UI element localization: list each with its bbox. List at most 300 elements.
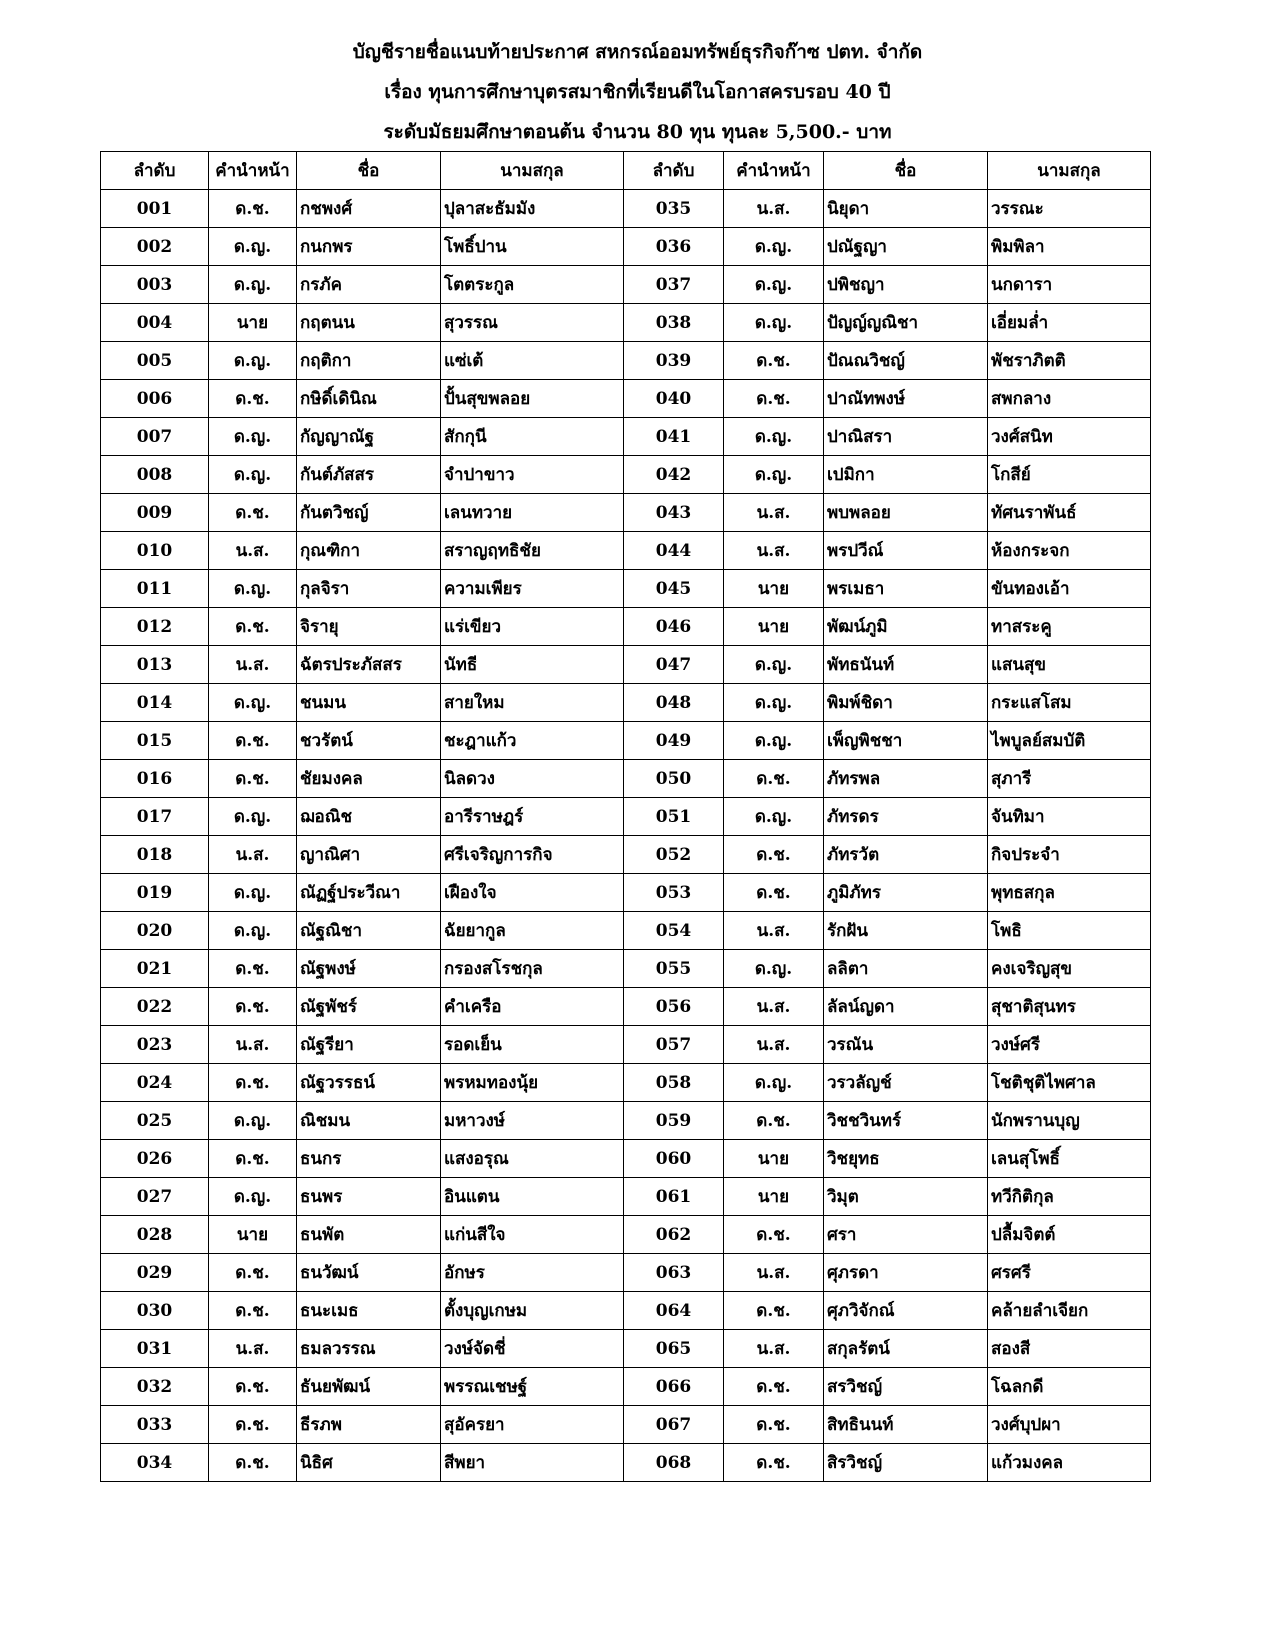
order-number: 015: [101, 722, 209, 760]
last-name: ฉัยยากูล: [441, 912, 624, 950]
first-name: กรภัค: [297, 266, 441, 304]
last-name: ตั้งบุญเกษม: [441, 1292, 624, 1330]
first-name: ธนพัต: [297, 1216, 441, 1254]
first-name: ณัฐพงษ์: [297, 950, 441, 988]
first-name: ธนกร: [297, 1140, 441, 1178]
name-prefix: น.ส.: [724, 1026, 824, 1064]
last-name: ปลื้มจิตต์: [988, 1216, 1151, 1254]
roster-body: [101, 190, 1151, 1482]
order-number: 029: [101, 1254, 209, 1292]
last-name: วงษ์ศรี: [988, 1026, 1151, 1064]
first-name: ปาณัทพงษ์: [824, 380, 988, 418]
last-name: คงเจริญสุข: [988, 950, 1151, 988]
last-name: ปั้นสุขพลอย: [441, 380, 624, 418]
order-number: 043: [624, 494, 724, 532]
order-number: 067: [624, 1406, 724, 1444]
document-title: [0, 32, 1275, 152]
name-prefix: น.ส.: [724, 532, 824, 570]
table-row: [101, 1292, 1151, 1330]
first-name: วิชชวินทร์: [824, 1102, 988, 1140]
order-number: 005: [101, 342, 209, 380]
last-name: นกดารา: [988, 266, 1151, 304]
first-name: นิธิศ: [297, 1444, 441, 1482]
table-row: [101, 722, 1151, 760]
order-number: 028: [101, 1216, 209, 1254]
last-name: สุชาติสุนทร: [988, 988, 1151, 1026]
header-last-name-left: นามสกุล: [441, 152, 624, 190]
name-prefix: ด.ช.: [209, 1292, 297, 1330]
first-name: ชวรัตน์: [297, 722, 441, 760]
order-number: 050: [624, 760, 724, 798]
first-name: กุลจิรา: [297, 570, 441, 608]
last-name: สองสี: [988, 1330, 1151, 1368]
name-prefix: ด.ช.: [209, 760, 297, 798]
first-name: ณัฐพัชร์: [297, 988, 441, 1026]
last-name: จันทิมา: [988, 798, 1151, 836]
last-name: สุอัครยา: [441, 1406, 624, 1444]
name-prefix: ด.ญ.: [724, 266, 824, 304]
order-number: 002: [101, 228, 209, 266]
title-line-2: เรื่อง ทุนการศึกษาบุตรสมาชิกที่เรียนดีในโอกาสครบรอบ 40 ปี: [384, 81, 891, 103]
name-prefix: ด.ช.: [724, 1444, 824, 1482]
last-name: สายใหม: [441, 684, 624, 722]
header-order-left: ลำดับ: [101, 152, 209, 190]
first-name: ฉัตรประภัสสร: [297, 646, 441, 684]
first-name: ชนมน: [297, 684, 441, 722]
order-number: 061: [624, 1178, 724, 1216]
name-prefix: ด.ญ.: [209, 456, 297, 494]
last-name: วงศ์สนิท: [988, 418, 1151, 456]
header-first-name-right: ชื่อ: [824, 152, 988, 190]
first-name: เพ็ญพิชชา: [824, 722, 988, 760]
order-number: 049: [624, 722, 724, 760]
last-name: จำปาขาว: [441, 456, 624, 494]
order-number: 057: [624, 1026, 724, 1064]
order-number: 022: [101, 988, 209, 1026]
order-number: 042: [624, 456, 724, 494]
name-prefix: น.ส.: [724, 1254, 824, 1292]
last-name: มหาวงษ์: [441, 1102, 624, 1140]
order-number: 036: [624, 228, 724, 266]
order-number: 034: [101, 1444, 209, 1482]
last-name: โพธิ์ปาน: [441, 228, 624, 266]
last-name: นัทธี: [441, 646, 624, 684]
order-number: 025: [101, 1102, 209, 1140]
table-row: [101, 1102, 1151, 1140]
header-prefix-right: คำนำหน้า: [724, 152, 824, 190]
first-name: ปาณิสรา: [824, 418, 988, 456]
name-prefix: น.ส.: [724, 190, 824, 228]
table-row: [101, 1444, 1151, 1482]
first-name: ธมลวรรณ: [297, 1330, 441, 1368]
order-number: 008: [101, 456, 209, 494]
order-number: 009: [101, 494, 209, 532]
first-name: สกุลรัตน์: [824, 1330, 988, 1368]
last-name: ชะฎาแก้ว: [441, 722, 624, 760]
order-number: 045: [624, 570, 724, 608]
title-line-1: บัญชีรายชื่อแนบท้ายประกาศ สหกรณ์ออมทรัพย์ธุรกิจก๊าซ ปตท. จำกัด: [352, 41, 923, 63]
first-name: ณัฐรียา: [297, 1026, 441, 1064]
name-prefix: น.ส.: [724, 494, 824, 532]
scholarship-roster-table: [100, 151, 1151, 1482]
order-number: 007: [101, 418, 209, 456]
order-number: 052: [624, 836, 724, 874]
name-prefix: ด.ช.: [724, 836, 824, 874]
first-name: กนกพร: [297, 228, 441, 266]
first-name: วรณัน: [824, 1026, 988, 1064]
name-prefix: ด.ญ.: [724, 304, 824, 342]
name-prefix: ด.ญ.: [209, 1102, 297, 1140]
name-prefix: นาย: [209, 304, 297, 342]
table-row: [101, 684, 1151, 722]
table-row: [101, 342, 1151, 380]
first-name: จิรายุ: [297, 608, 441, 646]
last-name: แก่นสีใจ: [441, 1216, 624, 1254]
name-prefix: ด.ญ.: [209, 874, 297, 912]
order-number: 039: [624, 342, 724, 380]
name-prefix: น.ส.: [209, 532, 297, 570]
table-row: [101, 912, 1151, 950]
table-row: [101, 874, 1151, 912]
first-name: วรวลัญช์: [824, 1064, 988, 1102]
name-prefix: ด.ญ.: [724, 950, 824, 988]
order-number: 066: [624, 1368, 724, 1406]
order-number: 032: [101, 1368, 209, 1406]
order-number: 001: [101, 190, 209, 228]
name-prefix: ด.ญ.: [724, 456, 824, 494]
name-prefix: ด.ช.: [724, 1406, 824, 1444]
order-number: 017: [101, 798, 209, 836]
name-prefix: ด.ช.: [724, 380, 824, 418]
name-prefix: น.ส.: [209, 1330, 297, 1368]
table-row: [101, 266, 1151, 304]
first-name: ธันยพัฒน์: [297, 1368, 441, 1406]
title-line-3: ระดับมัธยมศึกษาตอนต้น จำนวน 80 ทุน ทุนละ 5,500.- บาท: [383, 121, 892, 143]
last-name: อักษร: [441, 1254, 624, 1292]
name-prefix: น.ส.: [209, 1026, 297, 1064]
last-name: วงศ์บุปผา: [988, 1406, 1151, 1444]
table-row: [101, 1140, 1151, 1178]
first-name: ณัฐวรรธน์: [297, 1064, 441, 1102]
order-number: 021: [101, 950, 209, 988]
table-row: [101, 836, 1151, 874]
order-number: 038: [624, 304, 724, 342]
last-name: วงษ์จัดชี่: [441, 1330, 624, 1368]
first-name: กษิดิ์เดินิณ: [297, 380, 441, 418]
last-name: อารีราษฎร์: [441, 798, 624, 836]
name-prefix: น.ส.: [209, 646, 297, 684]
last-name: ไพบูลย์สมบัติ: [988, 722, 1151, 760]
order-number: 065: [624, 1330, 724, 1368]
order-number: 046: [624, 608, 724, 646]
name-prefix: ด.ช.: [724, 1368, 824, 1406]
table-row: [101, 950, 1151, 988]
table-row: [101, 494, 1151, 532]
order-number: 013: [101, 646, 209, 684]
name-prefix: ด.ญ.: [209, 798, 297, 836]
order-number: 014: [101, 684, 209, 722]
last-name: เลนสุโพธิ์: [988, 1140, 1151, 1178]
header-row: [101, 152, 1151, 190]
table-row: [101, 798, 1151, 836]
first-name: กฤตนน: [297, 304, 441, 342]
first-name: ญาณิศา: [297, 836, 441, 874]
header-last-name-right: นามสกุล: [988, 152, 1151, 190]
name-prefix: ด.ช.: [209, 494, 297, 532]
name-prefix: ด.ช.: [209, 1368, 297, 1406]
last-name: โฉลกดี: [988, 1368, 1151, 1406]
order-number: 030: [101, 1292, 209, 1330]
first-name: วิมุต: [824, 1178, 988, 1216]
order-number: 012: [101, 608, 209, 646]
first-name: พรเมธา: [824, 570, 988, 608]
name-prefix: ด.ญ.: [209, 266, 297, 304]
name-prefix: ด.ช.: [724, 342, 824, 380]
last-name: โชติชุติไพศาล: [988, 1064, 1151, 1102]
first-name: ภูมิภัทร: [824, 874, 988, 912]
last-name: ห้องกระจก: [988, 532, 1151, 570]
first-name: ฌอณิช: [297, 798, 441, 836]
first-name: พิมพ์ชิดา: [824, 684, 988, 722]
first-name: ธีรภพ: [297, 1406, 441, 1444]
order-number: 011: [101, 570, 209, 608]
last-name: ความเพียร: [441, 570, 624, 608]
first-name: เปมิกา: [824, 456, 988, 494]
order-number: 004: [101, 304, 209, 342]
first-name: ลลิตา: [824, 950, 988, 988]
last-name: คำเครือ: [441, 988, 624, 1026]
last-name: สักกุนี: [441, 418, 624, 456]
order-number: 063: [624, 1254, 724, 1292]
first-name: ณัฏฐ์ประวีณา: [297, 874, 441, 912]
order-number: 023: [101, 1026, 209, 1064]
first-name: สิทธินนท์: [824, 1406, 988, 1444]
last-name: แก้วมงคล: [988, 1444, 1151, 1482]
name-prefix: ด.ญ.: [209, 1178, 297, 1216]
first-name: พรปวีณ์: [824, 532, 988, 570]
header-order-right: ลำดับ: [624, 152, 724, 190]
name-prefix: นาย: [724, 608, 824, 646]
last-name: ทาสระคู: [988, 608, 1151, 646]
first-name: ปัญญ์ญณิชา: [824, 304, 988, 342]
header-first-name-left: ชื่อ: [297, 152, 441, 190]
name-prefix: ด.ญ.: [724, 228, 824, 266]
first-name: ธนวัฒน์: [297, 1254, 441, 1292]
name-prefix: ด.ญ.: [724, 1064, 824, 1102]
table-row: [101, 1216, 1151, 1254]
name-prefix: น.ส.: [724, 912, 824, 950]
order-number: 053: [624, 874, 724, 912]
name-prefix: ด.ช.: [209, 380, 297, 418]
first-name: สรวิชญ์: [824, 1368, 988, 1406]
last-name: ทวีกิติกุล: [988, 1178, 1151, 1216]
order-number: 006: [101, 380, 209, 418]
table-row: [101, 1254, 1151, 1292]
first-name: กัญญาณัฐ: [297, 418, 441, 456]
name-prefix: ด.ญ.: [724, 798, 824, 836]
first-name: กฤติกา: [297, 342, 441, 380]
order-number: 059: [624, 1102, 724, 1140]
table-row: [101, 1406, 1151, 1444]
name-prefix: ด.ญ.: [724, 722, 824, 760]
order-number: 018: [101, 836, 209, 874]
first-name: กันตวิชญ์: [297, 494, 441, 532]
last-name: แสงอรุณ: [441, 1140, 624, 1178]
first-name: รักฝัน: [824, 912, 988, 950]
order-number: 037: [624, 266, 724, 304]
order-number: 051: [624, 798, 724, 836]
last-name: พรรณเชษฐ์: [441, 1368, 624, 1406]
table-row: [101, 988, 1151, 1026]
last-name: เลนทวาย: [441, 494, 624, 532]
name-prefix: ด.ญ.: [209, 570, 297, 608]
order-number: 064: [624, 1292, 724, 1330]
table-row: [101, 228, 1151, 266]
name-prefix: ด.ญ.: [724, 684, 824, 722]
name-prefix: ด.ญ.: [209, 684, 297, 722]
name-prefix: ด.ญ.: [209, 418, 297, 456]
last-name: สราญฤทธิชัย: [441, 532, 624, 570]
first-name: ศรา: [824, 1216, 988, 1254]
name-prefix: ด.ช.: [209, 190, 297, 228]
first-name: ธนะเมธ: [297, 1292, 441, 1330]
last-name: โกสีย์: [988, 456, 1151, 494]
last-name: เฝืองใจ: [441, 874, 624, 912]
table-row: [101, 418, 1151, 456]
name-prefix: นาย: [724, 1178, 824, 1216]
last-name: คล้ายลำเจียก: [988, 1292, 1151, 1330]
table-row: [101, 456, 1151, 494]
name-prefix: ด.ญ.: [724, 646, 824, 684]
first-name: กันต์ภัสสร: [297, 456, 441, 494]
last-name: นักพรานบุญ: [988, 1102, 1151, 1140]
first-name: ศุภรดา: [824, 1254, 988, 1292]
name-prefix: ด.ช.: [724, 1102, 824, 1140]
last-name: ขันทองเอ้า: [988, 570, 1151, 608]
last-name: ทัศนราพันธ์: [988, 494, 1151, 532]
name-prefix: นาย: [209, 1216, 297, 1254]
name-prefix: ด.ญ.: [209, 228, 297, 266]
first-name: ปณัฐญา: [824, 228, 988, 266]
order-number: 047: [624, 646, 724, 684]
order-number: 054: [624, 912, 724, 950]
order-number: 024: [101, 1064, 209, 1102]
first-name: สิรวิชญ์: [824, 1444, 988, 1482]
order-number: 056: [624, 988, 724, 1026]
last-name: สีพยา: [441, 1444, 624, 1482]
order-number: 062: [624, 1216, 724, 1254]
name-prefix: ด.ช.: [209, 950, 297, 988]
first-name: กชพงศ์: [297, 190, 441, 228]
order-number: 044: [624, 532, 724, 570]
order-number: 040: [624, 380, 724, 418]
table-row: [101, 1026, 1151, 1064]
first-name: พัทธนันท์: [824, 646, 988, 684]
last-name: พิมพิลา: [988, 228, 1151, 266]
table-row: [101, 190, 1151, 228]
last-name: ปุลาสะธัมมัง: [441, 190, 624, 228]
name-prefix: ด.ญ.: [209, 342, 297, 380]
first-name: พัฒน์ภูมิ: [824, 608, 988, 646]
table-row: [101, 532, 1151, 570]
last-name: สพกลาง: [988, 380, 1151, 418]
last-name: เอี่ยมล่ำ: [988, 304, 1151, 342]
order-number: 031: [101, 1330, 209, 1368]
first-name: วิชยุทธ: [824, 1140, 988, 1178]
order-number: 055: [624, 950, 724, 988]
first-name: ปพิชญา: [824, 266, 988, 304]
table-row: [101, 608, 1151, 646]
first-name: กุณฑิกา: [297, 532, 441, 570]
order-number: 041: [624, 418, 724, 456]
name-prefix: ด.ช.: [724, 874, 824, 912]
first-name: ศุภวิจักณ์: [824, 1292, 988, 1330]
name-prefix: น.ส.: [724, 988, 824, 1026]
name-prefix: ด.ช.: [209, 988, 297, 1026]
first-name: ณัฐณิชา: [297, 912, 441, 950]
order-number: 033: [101, 1406, 209, 1444]
last-name: พัชราภิตติ: [988, 342, 1151, 380]
last-name: โพธิ: [988, 912, 1151, 950]
order-number: 068: [624, 1444, 724, 1482]
name-prefix: ด.ช.: [209, 1140, 297, 1178]
table-row: [101, 1064, 1151, 1102]
name-prefix: ด.ญ.: [209, 912, 297, 950]
first-name: ภัทรพล: [824, 760, 988, 798]
table-row: [101, 1368, 1151, 1406]
order-number: 058: [624, 1064, 724, 1102]
order-number: 003: [101, 266, 209, 304]
name-prefix: น.ส.: [209, 836, 297, 874]
order-number: 035: [624, 190, 724, 228]
name-prefix: ด.ช.: [209, 1406, 297, 1444]
last-name: พรหมทองนุ้ย: [441, 1064, 624, 1102]
table-row: [101, 646, 1151, 684]
name-prefix: ด.ช.: [724, 1292, 824, 1330]
name-prefix: ด.ช.: [209, 722, 297, 760]
table-row: [101, 1178, 1151, 1216]
last-name: กระแสโสม: [988, 684, 1151, 722]
name-prefix: ด.ช.: [209, 608, 297, 646]
order-number: 016: [101, 760, 209, 798]
last-name: ศรีเจริญการกิจ: [441, 836, 624, 874]
first-name: ชัยมงคล: [297, 760, 441, 798]
order-number: 048: [624, 684, 724, 722]
order-number: 010: [101, 532, 209, 570]
first-name: ภัทรวัต: [824, 836, 988, 874]
order-number: 019: [101, 874, 209, 912]
last-name: แซ่เต้: [441, 342, 624, 380]
last-name: กรองสโรชกุล: [441, 950, 624, 988]
table-row: [101, 1330, 1151, 1368]
last-name: กิจประจำ: [988, 836, 1151, 874]
name-prefix: นาย: [724, 1140, 824, 1178]
first-name: ภัทรดร: [824, 798, 988, 836]
name-prefix: ด.ช.: [724, 1216, 824, 1254]
last-name: อินแตน: [441, 1178, 624, 1216]
first-name: ณิชมน: [297, 1102, 441, 1140]
table-row: [101, 760, 1151, 798]
first-name: ปัณณวิชญ์: [824, 342, 988, 380]
last-name: สุวรรณ: [441, 304, 624, 342]
name-prefix: ด.ช.: [724, 760, 824, 798]
first-name: พบพลอย: [824, 494, 988, 532]
table-row: [101, 570, 1151, 608]
name-prefix: ด.ช.: [209, 1064, 297, 1102]
name-prefix: ด.ญ.: [724, 418, 824, 456]
name-prefix: ด.ช.: [209, 1254, 297, 1292]
first-name: นิยุดา: [824, 190, 988, 228]
